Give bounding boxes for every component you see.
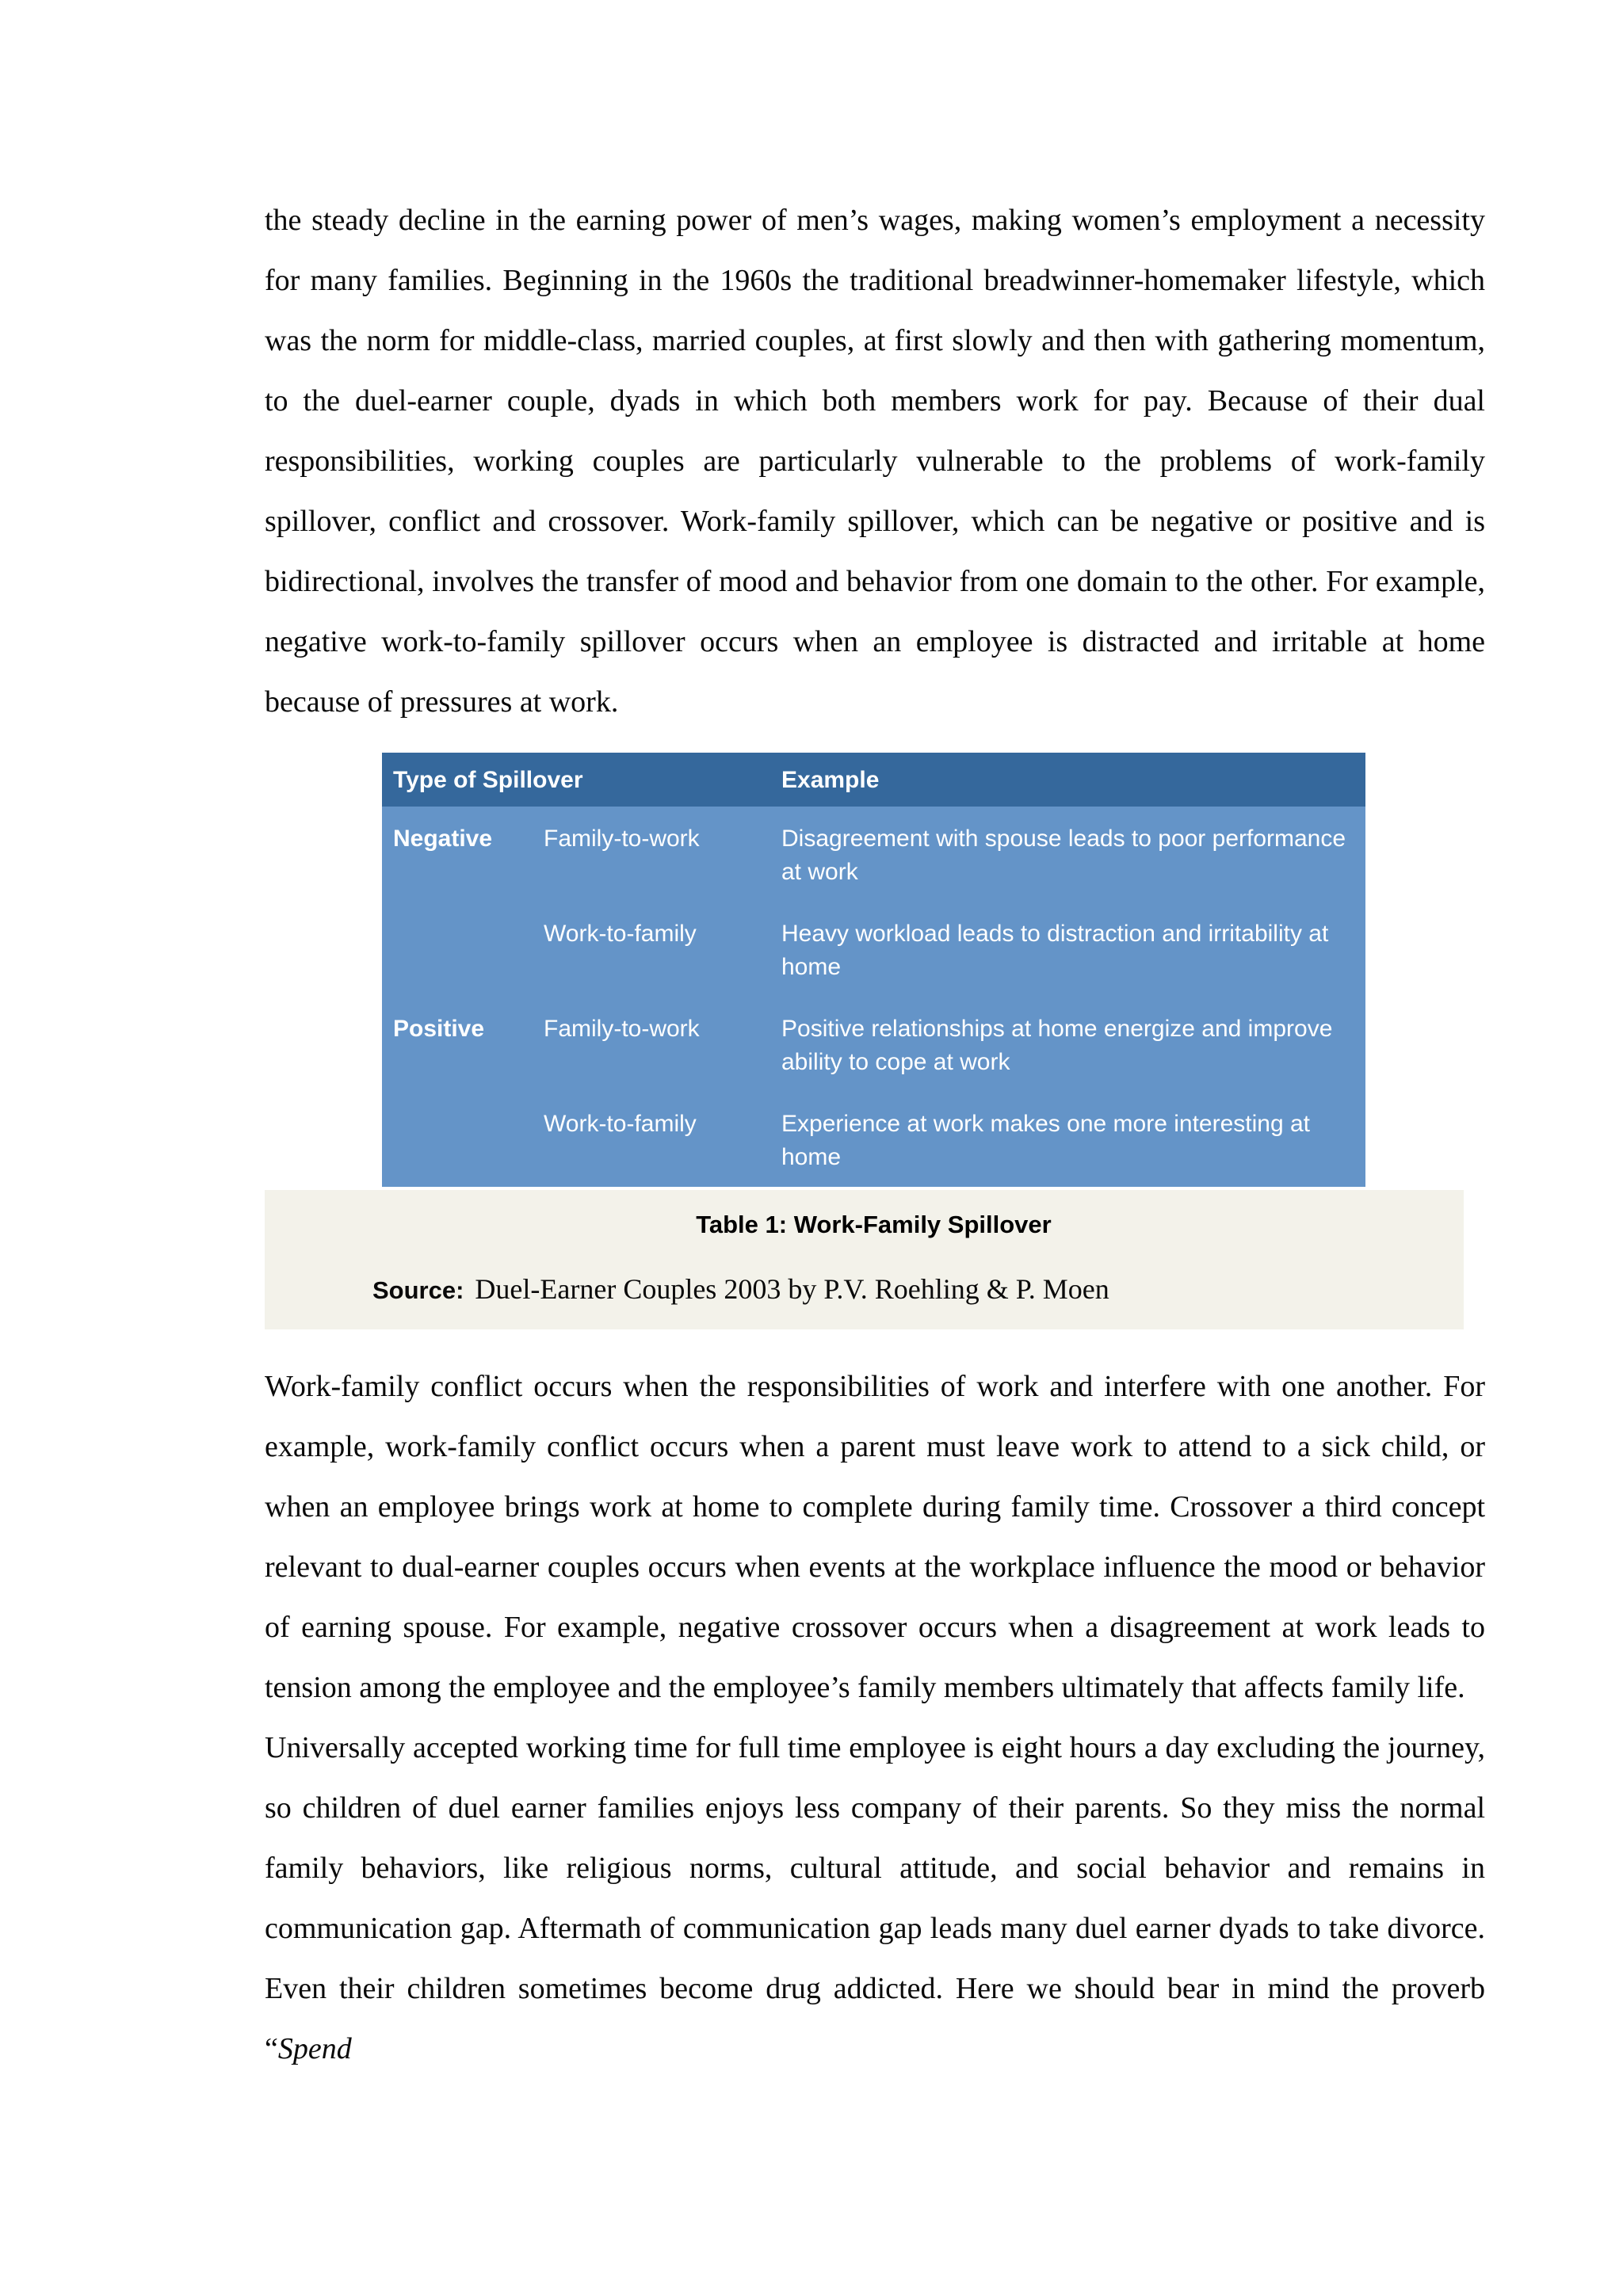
cell-spillover-type bbox=[382, 1092, 533, 1187]
cell-spillover-type: Positive bbox=[382, 997, 533, 1092]
caption-band bbox=[265, 1190, 1464, 1329]
cell-direction: Family-to-work bbox=[533, 807, 770, 902]
source-label: Source: bbox=[372, 1276, 464, 1304]
paragraph-3-italic: Spend bbox=[277, 2032, 352, 2065]
table-row-negative-work-to-family bbox=[382, 902, 1365, 997]
cell-spillover-type: Negative bbox=[382, 807, 533, 902]
source-line bbox=[265, 1272, 1464, 1306]
header-type-of-spillover: Type of Spillover bbox=[382, 753, 770, 807]
cell-direction: Family-to-work bbox=[533, 997, 770, 1092]
table-caption: Table 1: Work-Family Spillover bbox=[696, 1211, 1052, 1238]
page-content bbox=[265, 190, 1485, 2079]
source-text: Duel-Earner Couples 2003 by P.V. Roehling & P. Moen bbox=[475, 1273, 1109, 1305]
table-header-row bbox=[382, 753, 1365, 807]
spillover-table bbox=[382, 753, 1365, 1187]
table-row-positive-family-to-work bbox=[382, 997, 1365, 1092]
paragraph-3-text: Universally accepted working time for full time employee is eight hours a day excluding the journey, so children of duel earner families enjoys less company of their parents. So they miss the normal family behaviors, like religious norms, cultural attitude, and social behavior and remains in communication gap. Aftermath of communication gap leads many duel earner dyads to take divorce. Even their children sometimes become drug addicted. Here we should bear in mind the proverb “ bbox=[265, 1731, 1485, 2065]
paragraph-3 bbox=[265, 1718, 1485, 2079]
cell-spillover-type bbox=[382, 902, 533, 997]
paragraph-2: Work-family conflict occurs when the responsibilities of work and interfere with one another. For example, work-family conflict occurs when a parent must leave work to attend to a sick child, or when an employee brings work at home to complete during family time. Crossover a third concept relevant to dual-earner couples occurs when events at the workplace influence the mood or behavior of earning spouse. For example, negative crossover occurs when a disagreement at work leads to tension among the employee and the employee’s family members ultimately that affects family life. bbox=[265, 1370, 1485, 1704]
cell-example: Disagreement with spouse leads to poor performance at work bbox=[770, 807, 1365, 902]
cell-direction: Work-to-family bbox=[533, 902, 770, 997]
table-block bbox=[382, 753, 1365, 1187]
cell-example: Heavy workload leads to distraction and irritability at home bbox=[770, 902, 1365, 997]
table-row-positive-work-to-family bbox=[382, 1092, 1365, 1187]
header-example: Example bbox=[770, 753, 1365, 807]
cell-example: Experience at work makes one more interesting at home bbox=[770, 1092, 1365, 1187]
cell-direction: Work-to-family bbox=[533, 1092, 770, 1187]
paragraph-1: the steady decline in the earning power of men’s wages, making women’s employment a necessity for many families. Beginning in the 1960s the traditional breadwinner-homemaker lifestyle, which was the norm for middle-class, married couples, at first slowly and then with gathering momentum, to the duel-earner couple, dyads in which both members work for pay. Because of their dual responsibilities, working couples are particularly vulnerable to the problems of work-family spillover, conflict and crossover. Work-family spillover, which can be negative or positive and is bidirectional, involves the transfer of mood and behavior from one domain to the other. For example, negative work-to-family spillover occurs when an employee is distracted and irritable at home because of pressures at work. bbox=[265, 204, 1485, 719]
cell-example: Positive relationships at home energize and improve ability to cope at work bbox=[770, 997, 1365, 1092]
table-row-negative-family-to-work bbox=[382, 807, 1365, 902]
